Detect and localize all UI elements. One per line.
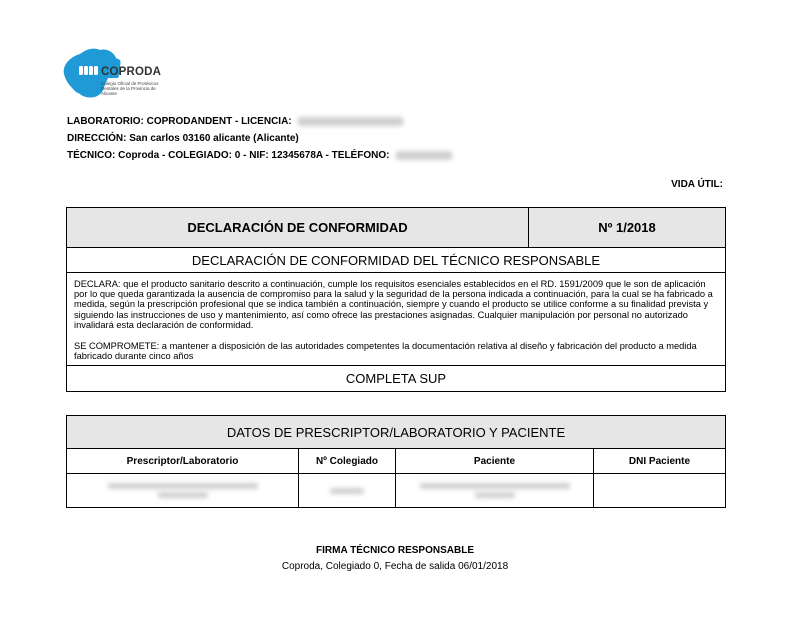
compromete-text: SE COMPROMETE: a mantener a disposición de las autoridades competentes la documentación relativa al diseño y fabricación del producto a medida fabricado durante cinco años	[74, 341, 697, 362]
tecnico-line	[67, 150, 452, 161]
tecnico-label: TÉCNICO: Coproda - COLEGIADO: 0 - NIF: 12345678A - TELÉFONO:	[67, 150, 390, 161]
datos-title: DATOS DE PRESCRIPTOR/LABORATORIO Y PACIENTE	[67, 416, 725, 449]
laboratorio-label: LABORATORIO: COPRODANDENT - LICENCIA:	[67, 116, 292, 127]
declara-text: DECLARA: que el producto sanitario descrito a continuación, cumple los requisitos esenciales establecidos en el RD. 1591/2009 que le son de aplicación por lo que queda garantizada la ausencia de compromiso para la salud y la seguridad de la persona indicada a continuación, para la cual se ha fabricado a medida, según la prescripción profesional que se indica también a continuación, siempre y cuando el producto se utilice conforme a su finalidad prevista y siguiendo las instrucciones de uso y mantenimiento, así como ofrece las prestaciones asignadas. Cualquier manipulación por personal no autorizado invalidará esta declaración de conformidad.	[74, 279, 713, 330]
product-name: COMPLETA SUP	[345, 371, 447, 387]
paciente-redacted	[420, 483, 570, 489]
declaracion-header	[67, 208, 725, 248]
declaracion-body	[67, 273, 725, 366]
datos-table-header	[67, 449, 725, 474]
col-dni: DNI Paciente	[628, 455, 691, 467]
logo-subtitle: Colegio Oficial de Protésicos Dentales de la Provincia de Alicante	[101, 81, 159, 96]
prescriptor-redacted	[108, 483, 258, 489]
declaracion-box	[66, 207, 726, 392]
licencia-redacted	[298, 117, 403, 126]
col-paciente: Paciente	[396, 449, 594, 473]
datos-box	[66, 415, 726, 508]
declaracion-subtitle: DECLARACIÓN DE CONFORMIDAD DEL TÉCNICO RESPONSABLE	[67, 248, 725, 273]
dni-cell	[594, 474, 725, 507]
col-colegiado: Nº Colegiado	[299, 449, 396, 473]
logo-name: COPRODA	[101, 66, 162, 78]
declaracion-title: DECLARACIÓN DE CONFORMIDAD	[67, 208, 529, 247]
table-row	[67, 474, 725, 507]
vida-util-label: VIDA ÚTIL:	[671, 179, 723, 190]
firma-detail: Coproda, Colegiado 0, Fecha de salida 06/01/2018	[281, 561, 509, 572]
laboratorio-line	[67, 116, 403, 127]
firma-title: FIRMA TÉCNICO RESPONSABLE	[316, 545, 474, 556]
direccion-line: DIRECCIÓN: San carlos 03160 alicante (Alicante)	[67, 133, 299, 144]
declaracion-number: Nº 1/2018	[598, 220, 656, 235]
col-prescriptor: Prescriptor/Laboratorio	[67, 449, 299, 473]
colegiado-redacted	[330, 488, 364, 494]
telefono-redacted	[396, 151, 452, 160]
